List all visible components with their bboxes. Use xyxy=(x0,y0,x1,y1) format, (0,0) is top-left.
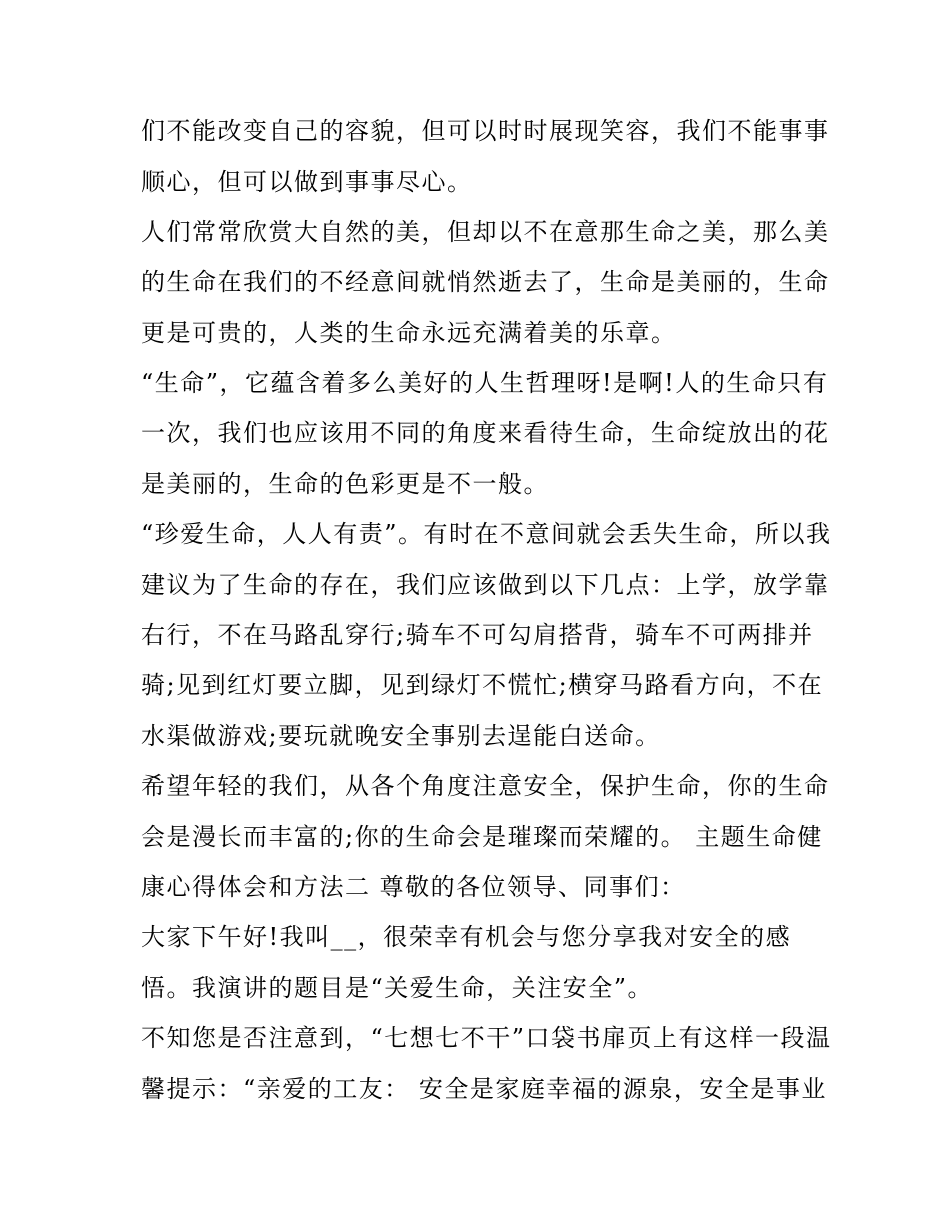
text-line: 水渠做游戏;要玩就晚安全事别去逞能白送命。 xyxy=(141,722,661,750)
text-line: 右行，不在马路乱穿行;骑车不可勾肩搭背，骑车不可两排并 xyxy=(141,621,814,649)
text-line: 顺心，但可以做到事事尽心。 xyxy=(141,168,473,196)
text-line: 人们常常欣赏大自然的美，但却以不在意那生命之美，那么美 xyxy=(141,218,830,246)
text-line: 更是可贵的，人类的生命永远充满着美的乐章。 xyxy=(141,319,677,347)
text-line: 的生命在我们的不经意间就悄然逝去了，生命是美丽的，生命 xyxy=(141,268,830,296)
text-line: 骑;见到红灯要立脚，见到绿灯不慌忙;横穿马路看方向，不在 xyxy=(141,671,824,699)
text-line: 希望年轻的我们，从各个角度注意安全，保护生命，你的生命 xyxy=(141,772,830,800)
text-line: 馨提示：“亲爱的工友： 安全是家庭幸福的源泉，安全是事业 xyxy=(141,1075,827,1103)
text-line: 是美丽的，生命的色彩更是不一般。 xyxy=(141,470,549,498)
text-line: “珍爱生命，人人有责”。有时在不意间就会丢失生命，所以我 xyxy=(141,520,832,548)
text-line: 一次，我们也应该用不同的角度来看待生命，生命绽放出的花 xyxy=(141,419,830,447)
text-line: 悟。我演讲的题目是“关爱生命，关注安全”。 xyxy=(141,974,654,1002)
text-line: 们不能改变自己的容貌，但可以时时展现笑容，我们不能事事 xyxy=(141,117,830,145)
text-line: “生命”，它蕴含着多么美好的人生哲理呀!是啊!人的生命只有 xyxy=(141,369,829,397)
text-line: 不知您是否注意到，“七想七不干”口袋书扉页上有这样一段温 xyxy=(141,1024,832,1052)
text-line: 大家下午好!我叫__，很荣幸有机会与您分享我对安全的感 xyxy=(141,923,792,951)
text-line: 康心得体会和方法二 尊敬的各位领导、同事们： xyxy=(141,873,686,901)
text-line: 建议为了生命的存在，我们应该做到以下几点：上学，放学靠 xyxy=(141,571,830,599)
text-line: 会是漫长而丰富的;你的生命会是璀璨而荣耀的。 主题生命健 xyxy=(141,823,823,851)
